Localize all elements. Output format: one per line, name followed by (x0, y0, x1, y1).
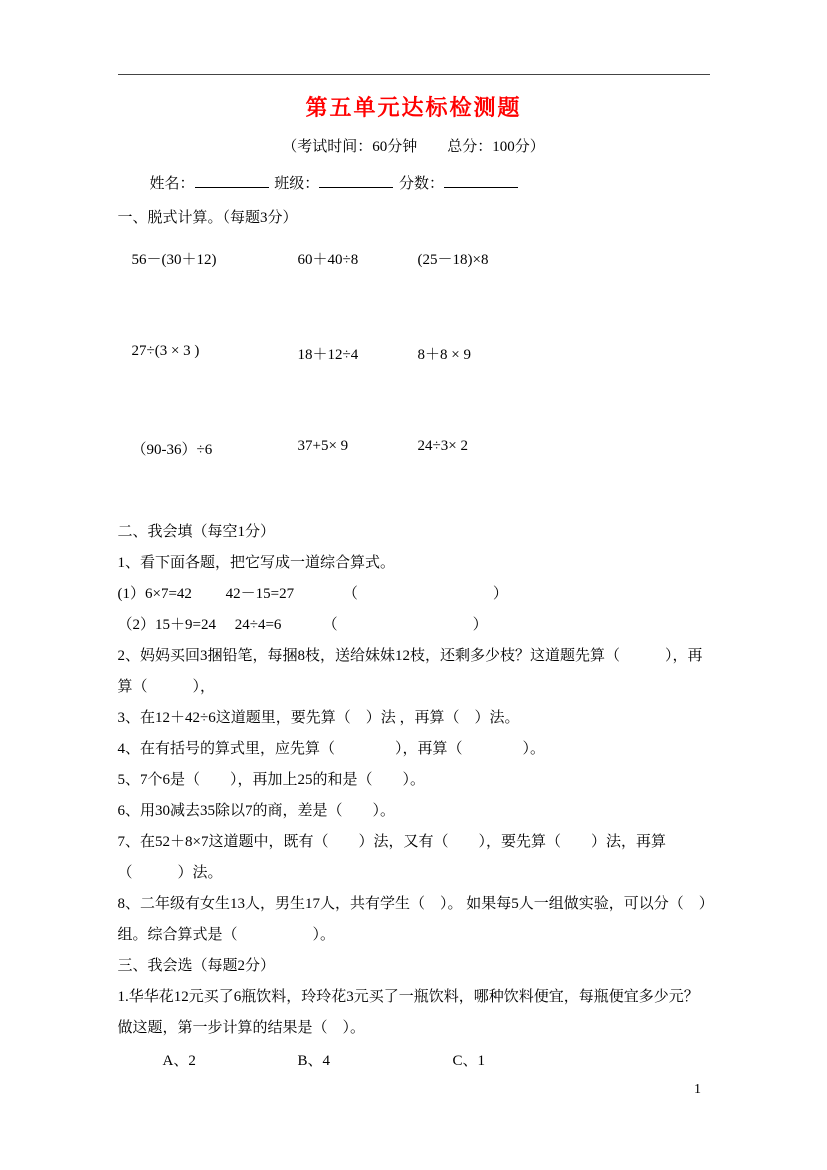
choice-question-line1: 1.华华花12元买了6瓶饮料，玲玲花3元买了一瓶饮料，哪种饮料便宜，每瓶便宜多少元？ (117, 989, 699, 1005)
math-expression: 37+5× 9 (297, 438, 349, 454)
math-expression: 56－(30＋12) (131, 252, 217, 268)
fill-item-1-sub2: （2）15＋9=24 24÷4=6 （ ） (117, 617, 488, 633)
fill-item-6: 6、用30减去35除以7的商，差是（ ）。 (117, 803, 396, 819)
math-expression: 27÷(3 × 3 ) (131, 343, 200, 359)
name-label: 姓名： (149, 176, 195, 192)
document-title: 第五单元达标检测题 (305, 95, 522, 120)
fill-item-2: 2、妈妈买回3捆铅笔，每捆8枝，送给妹妹12枝，还剩多少枝？这道题先算（ ），再算（ ）， (117, 648, 703, 695)
fill-item-1: 1、看下面各题，把它写成一道综合算式。 (117, 555, 396, 571)
math-expression: 18＋12÷4 (297, 347, 359, 363)
section2-heading: 二、我会填（每空1分） (117, 524, 276, 540)
page-number: 1 (694, 1082, 701, 1097)
header-rule (118, 74, 710, 75)
math-expression: 24÷3× 2 (417, 438, 468, 454)
name-blank (195, 173, 269, 188)
option-c: C、1 (452, 1053, 486, 1069)
section1-heading: 一、脱式计算。（每题3分） (117, 210, 298, 226)
fill-item-3: 3、在12＋42÷6这道题里，要先算（ ）法 ，再算（ ）法。 (117, 710, 520, 726)
fill-item-8: 8、二年级有女生13人，男生17人，共有学生（ ）。 如果每5人一组做实验，可以分（ ）组。综合算式是（ ）。 (117, 896, 707, 943)
fill-item-1-sub1: (1）6×7=42 42－15=27 （ ） (117, 586, 508, 602)
class-label: 班级： (274, 176, 320, 192)
exam-info: （考试时间：60分钟 总分：100分） (282, 139, 545, 155)
fill-item-5: 5、7个6是（ ），再加上25的和是（ ）。 (117, 772, 426, 788)
fill-item-4: 4、在有括号的算式里，应先算（ ），再算（ ）。 (117, 741, 546, 757)
score-blank (444, 173, 518, 188)
fill-item-7: 7、在52＋8×7这道题中，既有（ ）法，又有（ ），要先算（ ）法，再算（ ）法。 (117, 834, 666, 881)
document-content (118, 0, 710, 1077)
math-row-3 (118, 438, 710, 459)
math-row-1 (118, 248, 710, 269)
class-blank (319, 173, 393, 188)
math-expression: (25－18)×8 (417, 252, 489, 268)
student-info-line (118, 173, 710, 195)
options-row (118, 1046, 710, 1077)
option-a: A、2 (162, 1053, 196, 1069)
score-label: 分数： (399, 176, 445, 192)
math-expression: 8＋8 × 9 (417, 347, 471, 363)
choice-question-line2: 做这题，第一步计算的结果是（ ）。 (117, 1020, 366, 1036)
math-expression: （90-36）÷6 (131, 442, 213, 458)
section3-heading: 三、我会选（每题2分） (117, 958, 276, 974)
math-row-2 (118, 343, 710, 364)
option-b: B、4 (297, 1053, 331, 1069)
math-expression: 60＋40÷8 (297, 252, 359, 268)
